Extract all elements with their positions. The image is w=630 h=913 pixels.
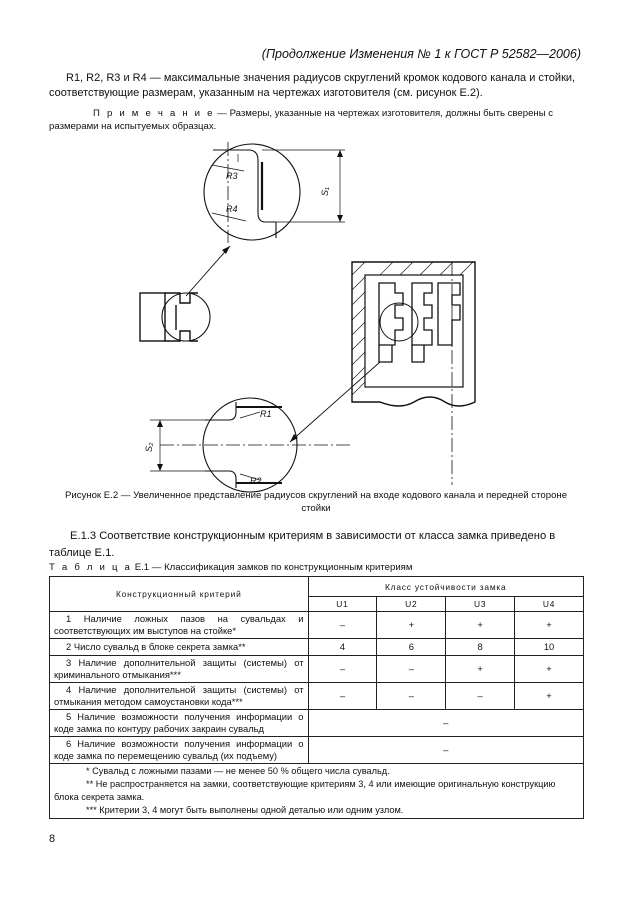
- table-row: [50, 710, 584, 737]
- criteria-table: [49, 576, 584, 819]
- table-row: [50, 683, 584, 710]
- intro-paragraph: R1, R2, R3 и R4 — максимальные значения радиусов скруглений кромок кодового канала и стойки, соответствующие размерам, указанным на чертежах изготовителя (см. рисунок Е.2).: [49, 72, 576, 99]
- class-u3: U3: [446, 597, 515, 612]
- table-row: [50, 612, 584, 639]
- table-header-row: [50, 577, 584, 597]
- label-r1: R1: [260, 409, 272, 419]
- label-s2: S₂: [144, 442, 154, 452]
- table-caption-text: Е.1 — Классификация замков по конструкционным критериям: [132, 562, 413, 573]
- value-cell: –: [308, 612, 377, 639]
- value-cell: –: [308, 683, 377, 710]
- value-cell: 6: [377, 639, 446, 656]
- note-label: П р и м е ч а н и е: [93, 108, 215, 119]
- table-caption-label: Т а б л и ц а: [49, 562, 133, 573]
- criterion-cell: 2 Число сувальд в блоке секрета замка**: [50, 639, 309, 656]
- value-cell: 10: [515, 639, 584, 656]
- table-row: [50, 639, 584, 656]
- lock-assembly: [352, 262, 475, 485]
- criterion-cell: 6 Наличие возможности получения информации о коде замка по перемещению сувальд (их подъему): [50, 737, 309, 764]
- value-cell: +: [446, 612, 515, 639]
- class-u1: U1: [308, 597, 377, 612]
- table-row: [50, 656, 584, 683]
- header-class: Класс устойчивости замка: [308, 577, 583, 597]
- note-text: — Размеры, указанные на чертежах изготовителя, должны быть сверены с размерами на испытуемых образцах.: [49, 108, 554, 132]
- value-cell: –: [377, 683, 446, 710]
- value-cell: +: [515, 683, 584, 710]
- value-cell: –: [308, 656, 377, 683]
- criterion-cell: 4 Наличие дополнительной защиты (системы) от отмыкания методом самоустановки кода***: [50, 683, 309, 710]
- value-cell: +: [515, 656, 584, 683]
- label-r3: R3: [226, 171, 238, 181]
- label-s1: S₁: [320, 187, 330, 196]
- value-cell: 4: [308, 639, 377, 656]
- table-row: [50, 737, 584, 764]
- value-cell: 8: [446, 639, 515, 656]
- label-r4: R4: [226, 204, 238, 214]
- value-cell: +: [515, 612, 584, 639]
- table-note: * Сувальд с ложными пазами — не менее 50 % общего числа сувальд.: [86, 766, 390, 776]
- table-caption: [49, 562, 412, 573]
- merged-value-cell: –: [308, 710, 583, 737]
- class-u4: U4: [515, 597, 584, 612]
- left-detail: [140, 293, 210, 341]
- criterion-cell: 5 Наличие возможности получения информации о коде замка по контуру рабочих закраин сувальд: [50, 710, 309, 737]
- value-cell: –: [446, 683, 515, 710]
- figure-caption: Рисунок Е.2 — Увеличенное представление радиусов скруглений на входе кодового канала и передней стороне стойки: [64, 490, 568, 514]
- criterion-cell: 3 Наличие дополнительной защиты (системы) от криминального отмыкания***: [50, 656, 309, 683]
- label-r2: R2: [250, 476, 262, 486]
- merged-value-cell: –: [308, 737, 583, 764]
- table-note: *** Критерии 3, 4 могут быть выполнены одной деталью или одним узлом.: [86, 805, 404, 815]
- value-cell: +: [446, 656, 515, 683]
- value-cell: –: [377, 656, 446, 683]
- table-notes-row: [50, 764, 584, 819]
- class-u2: U2: [377, 597, 446, 612]
- criterion-cell: 1 Наличие ложных пазов на сувальдах и соответствующих им выступов на стойке*: [50, 612, 309, 639]
- value-cell: +: [377, 612, 446, 639]
- page-number: 8: [49, 833, 56, 845]
- table-note: ** Не распространяется на замки, соответствующие критериям 3, 4 или имеющие оригинальную конструкцию блока секрета замка.: [54, 779, 556, 802]
- section-paragraph: Е.1.3 Соответствие конструкционным критериям в зависимости от класса замка приведено в таблице Е.1.: [49, 530, 556, 559]
- continuation-header: (Продолжение Изменения № 1 к ГОСТ Р 52582—2006): [261, 47, 581, 61]
- table-notes: [50, 764, 584, 819]
- header-criterion: Конструкционный критерий: [50, 577, 309, 612]
